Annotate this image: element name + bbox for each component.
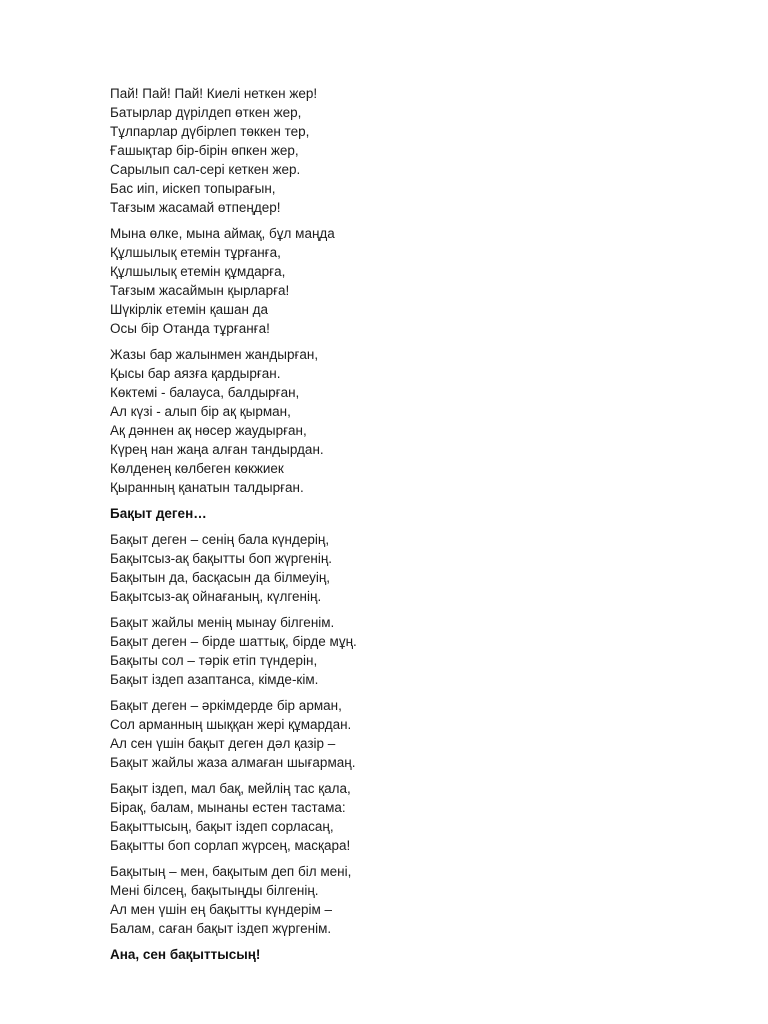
poem-line: Бақыт іздеп, мал бақ, мейлің тас қала, [110, 781, 351, 796]
poem-line: Осы бір Отанда тұрғанға! [110, 321, 270, 336]
poem-line: Бас иіп, иіскеп топырағын, [110, 181, 276, 196]
poem-line: Құлшылық етемін тұрғанға, [110, 245, 281, 260]
poem-line: Қысы бар аязға қардырған. [110, 366, 281, 381]
poem-line: Құлшылық етемін құмдарға, [110, 264, 286, 279]
poem-line: Бақытың – мен, бақытым деп біл мені, [110, 864, 352, 879]
poem-line: Ал сен үшін бақыт деген дәл қазір – [110, 736, 336, 751]
poem-line: Бақыт деген… [110, 506, 207, 521]
poem-line: Бақыты сол – тәрік етіп түндерін, [110, 653, 318, 668]
poem-line: Батырлар дүрілдеп өткен жер, [110, 105, 302, 120]
poem-line: Бақытын да, басқасын да білмеуің, [110, 570, 331, 585]
poem-line: Мына өлке, мына аймақ, бұл маңда [110, 226, 335, 241]
poem-heading [110, 504, 708, 523]
poem-line: Ана, сен бақыттысың! [110, 947, 261, 962]
poem-line: Тағзым жасамай өтпеңдер! [110, 200, 281, 215]
poem-stanza [110, 84, 708, 217]
poem-line: Күрең нан жаңа алған тандырдан. [110, 442, 324, 457]
poem-stanza [110, 613, 708, 689]
poem-stanza [110, 696, 708, 772]
poem-line: Балам, саған бақыт іздеп жүргенім. [110, 921, 332, 936]
poem-line: Сарылып сал-сері кеткен жер. [110, 162, 301, 177]
poem-line: Бақыт жайлы жаза алмаған шығармаң. [110, 755, 356, 770]
poem-line: Пай! Пай! Пай! Киелі неткен жер! [110, 86, 318, 101]
poem-line: Шүкірлік етемін қашан да [110, 302, 269, 317]
poem-line: Бақыт іздеп азаптанса, кімде-кім. [110, 672, 319, 687]
poem-line: Көктемі - балауса, балдырған, [110, 385, 300, 400]
poem-line: Бақыт деген – әркімдерде бір арман, [110, 698, 342, 713]
poem-line: Ақ дәннен ақ нөсер жаудырған, [110, 423, 307, 438]
poem-line: Мені білсең, бақытыңды білгенің. [110, 883, 319, 898]
poem-line: Жазы бар жалынмен жандырған, [110, 347, 319, 362]
poem-stanza [110, 224, 708, 338]
poem-line: Бақытты боп сорлап жүрсең, масқара! [110, 838, 351, 853]
poem-stanza [110, 779, 708, 855]
poem-line: Сол арманның шыққан жері құмардан. [110, 717, 352, 732]
poem-line: Тұлпарлар дүбірлеп төккен тер, [110, 124, 310, 139]
poem-line: Бақыт деген – бірде шаттық, бірде мұң. [110, 634, 357, 649]
poem-stanza [110, 345, 708, 497]
poem-content [110, 84, 708, 971]
poem-stanza [110, 530, 708, 606]
poem-line: Қыранның қанатын талдырған. [110, 480, 304, 495]
poem-line: Бақытсыз-ақ бақытты боп жүргенің. [110, 551, 333, 566]
poem-line: Тағзым жасаймын қырларға! [110, 283, 290, 298]
poem-line: Бақытсыз-ақ ойнағаның, күлгенің. [110, 589, 322, 604]
poem-line: Көлденең көлбеген көкжиек [110, 461, 284, 476]
poem-line: Ғашықтар бір-бірін өпкен жер, [110, 143, 299, 158]
poem-line: Бақыт деген – сенің бала күндерің, [110, 532, 330, 547]
poem-line: Ал мен үшін ең бақытты күндерім – [110, 902, 333, 917]
poem-line: Бақыттысың, бақыт іздеп сорласаң, [110, 819, 334, 834]
poem-line: Бақыт жайлы менің мынау білгенім. [110, 615, 335, 630]
poem-closing [110, 945, 708, 964]
poem-line: Бірақ, балам, мынаны естен тастама: [110, 800, 346, 815]
poem-line: Ал күзі - алып бір ақ қырман, [110, 404, 291, 419]
poem-stanza [110, 862, 708, 938]
